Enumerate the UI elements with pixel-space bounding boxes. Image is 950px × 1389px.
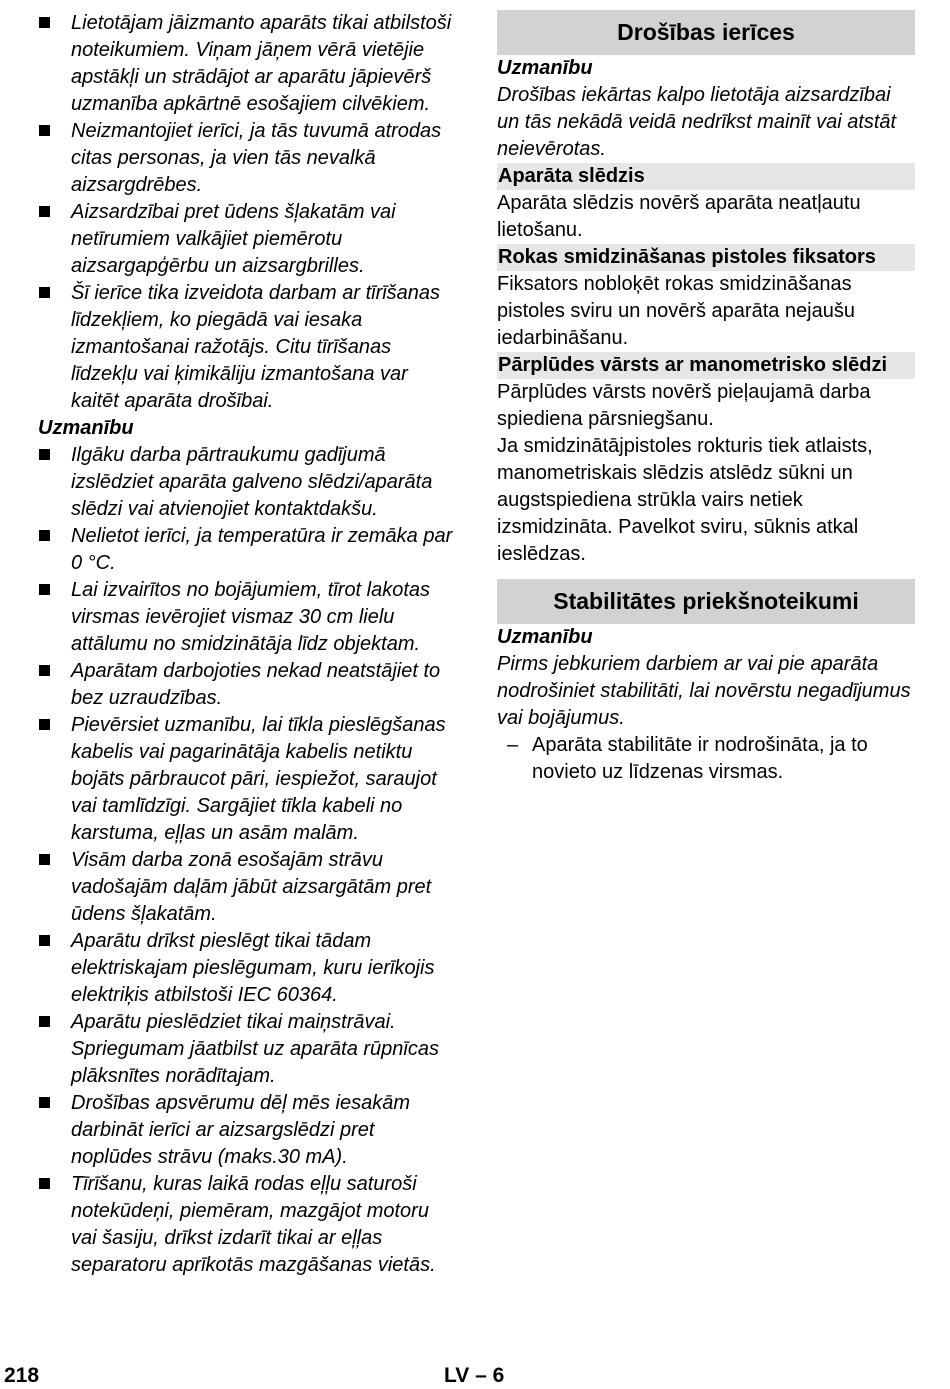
list-item [38, 10, 458, 118]
list-item [38, 928, 458, 1009]
bullet-square-icon [39, 935, 50, 946]
bullet-square-icon [39, 287, 50, 298]
list-item-text: Drošības apsvērumu dēļ mēs iesakām darbināt ierīci ar aizsargslēdzi pret noplūdes strāvu (maks.30 mA). [71, 1092, 411, 1168]
page-number: 218 [4, 1364, 40, 1387]
list-item [38, 523, 458, 577]
list-item-text: Aparātam darbojoties nekad neatstājiet to bez uzraudzības. [71, 660, 441, 709]
bullet-square-icon [39, 206, 50, 217]
list-item [38, 199, 458, 280]
list-item-text: Ilgāku darba pārtraukumu gadījumā izslēdziet aparāta galveno slēdzi/aparāta slēdzi vai atvienojiet kontaktdakšu. [71, 444, 433, 520]
dash-list-item [497, 732, 915, 786]
list-item [38, 847, 458, 928]
subheading-device-switch: Aparāta slēdzis [497, 163, 915, 190]
section-title-safety-devices: Drošības ierīces [497, 10, 915, 55]
list-item-text: Aparāta stabilitāte ir nodrošināta, ja to novieto uz līdzenas virsmas. [532, 734, 868, 783]
list-item [38, 712, 458, 847]
paragraph: Aparāta slēdzis novērš aparāta neatļautu lietošanu. [497, 192, 861, 241]
bullet-square-icon [39, 1097, 50, 1108]
bullet-square-icon [39, 125, 50, 136]
subheading-gun-lock: Rokas smidzināšanas pistoles fiksators [497, 244, 915, 271]
list-item [38, 658, 458, 712]
bullet-square-icon [39, 584, 50, 595]
paragraph: Pārplūdes vārsts novērš pieļaujamā darba spiediena pārsniegšanu. [497, 381, 871, 430]
left-column [38, 10, 458, 1279]
bullet-square-icon [39, 1016, 50, 1027]
list-item-text: Visām darba zonā esošajām strāvu vadošajām daļām jābūt aizsargātām pret ūdens šļakatām. [71, 849, 432, 925]
bullet-square-icon [39, 854, 50, 865]
list-item-text: Lai izvairītos no bojājumiem, tīrot lakotas virsmas ievērojiet vismaz 30 cm lielu attālumu no smidzinātāja līdz objektam. [71, 579, 431, 655]
list-item-text: Nelietot ierīci, ja temperatūra ir zemāka par 0 °C. [71, 525, 453, 574]
paragraph: Fiksators nobloķēt rokas smidzināšanas pistoles sviru un novērš aparāta nejaušu iedarbināšanu. [497, 273, 855, 349]
bullet-square-icon [39, 17, 50, 28]
list-item [38, 280, 458, 415]
list-item-text: Pievērsiet uzmanību, lai tīkla pieslēgšanas kabelis vai pagarinātāja kabelis netiktu bojāts pārbraucot pāri, iespiežot, saraujot vai tamlīdzīgi. Sargājiet tīkla kabeli no karstuma, eļļas un asām malām. [71, 714, 446, 844]
caution-heading: Uzmanību [38, 417, 134, 439]
caution-heading: Uzmanību [497, 57, 593, 79]
bullet-square-icon [39, 665, 50, 676]
list-item-text: Šī ierīce tika izveidota darbam ar tīrīšanas līdzekļiem, ko piegādā vai iesaka izmantošanai ražotājs. Citu tīrīšanas līdzekļu vai ķimikāliju izmantošana var kaitēt aparāta drošībai. [71, 282, 441, 412]
bullet-square-icon [39, 449, 50, 460]
paragraph: Ja smidzinātājpistoles rokturis tiek atlaists, manometriskais slēdzis atslēdz sūkni un augstspiediena strūkla vairs netiek izsmidzināta. Pavelkot sviru, sūknis atkal ieslēdzas. [497, 435, 873, 565]
page-label: LV – 6 [444, 1364, 505, 1387]
bullet-square-icon [39, 719, 50, 730]
list-item-text: Aparātu pieslēdziet tikai maiņstrāvai. Spriegumam jāatbilst uz aparāta rūpnīcas plāksnītes norādītajam. [71, 1011, 439, 1087]
list-item [38, 1009, 458, 1090]
list-item [38, 442, 458, 523]
list-item-text: Neizmantojiet ierīci, ja tās tuvumā atrodas citas personas, ja vien tās nevalkā aizsargdrēbes. [71, 120, 442, 196]
bullet-list-bottom [38, 442, 458, 1279]
caution-text: Pirms jebkuriem darbiem ar vai pie aparāta nodrošiniet stabilitāti, lai novērstu negadījumus vai bojājumus. [497, 653, 911, 729]
list-item [38, 118, 458, 199]
bullet-list-top [38, 10, 458, 415]
list-item [38, 577, 458, 658]
caution-text: Drošības iekārtas kalpo lietotāja aizsardzībai un tās nekādā veidā nedrīkst mainīt vai atstāt neievērotas. [497, 84, 897, 160]
dash-bullet: – [507, 734, 519, 756]
list-item-text: Tīrīšanu, kuras laikā rodas eļļu saturoši notekūdeņi, piemēram, mazgājot motoru vai šasiju, drīkst izdarīt tikai ar eļļas separatoru aprīkotās mazgāšanas vietās. [71, 1173, 436, 1276]
list-item-text: Aparātu drīkst pieslēgt tikai tādam elektriskajam pieslēgumam, kuru ierīkojis elektriķis atbilstoši IEC 60364. [71, 930, 435, 1006]
list-item-text: Aizsardzībai pret ūdens šļakatām vai netīrumiem valkājiet piemērotu aizsargapģērbu un aizsargbrilles. [71, 201, 396, 277]
caution-heading: Uzmanību [497, 626, 593, 648]
right-column [497, 10, 915, 786]
bullet-square-icon [39, 1178, 50, 1189]
bullet-square-icon [39, 530, 50, 541]
section-title-stability: Stabilitātes priekšnoteikumi [497, 579, 915, 624]
list-item [38, 1171, 458, 1279]
list-item [38, 1090, 458, 1171]
subheading-overflow-valve: Pārplūdes vārsts ar manometrisko slēdzi [497, 352, 915, 379]
list-item-text: Lietotājam jāizmanto aparāts tikai atbilstoši noteikumiem. Viņam jāņem vērā vietējie apstākļi un strādājot ar aparātu jāpievērš uzmanība apkārtnē esošajiem cilvēkiem. [71, 12, 452, 115]
